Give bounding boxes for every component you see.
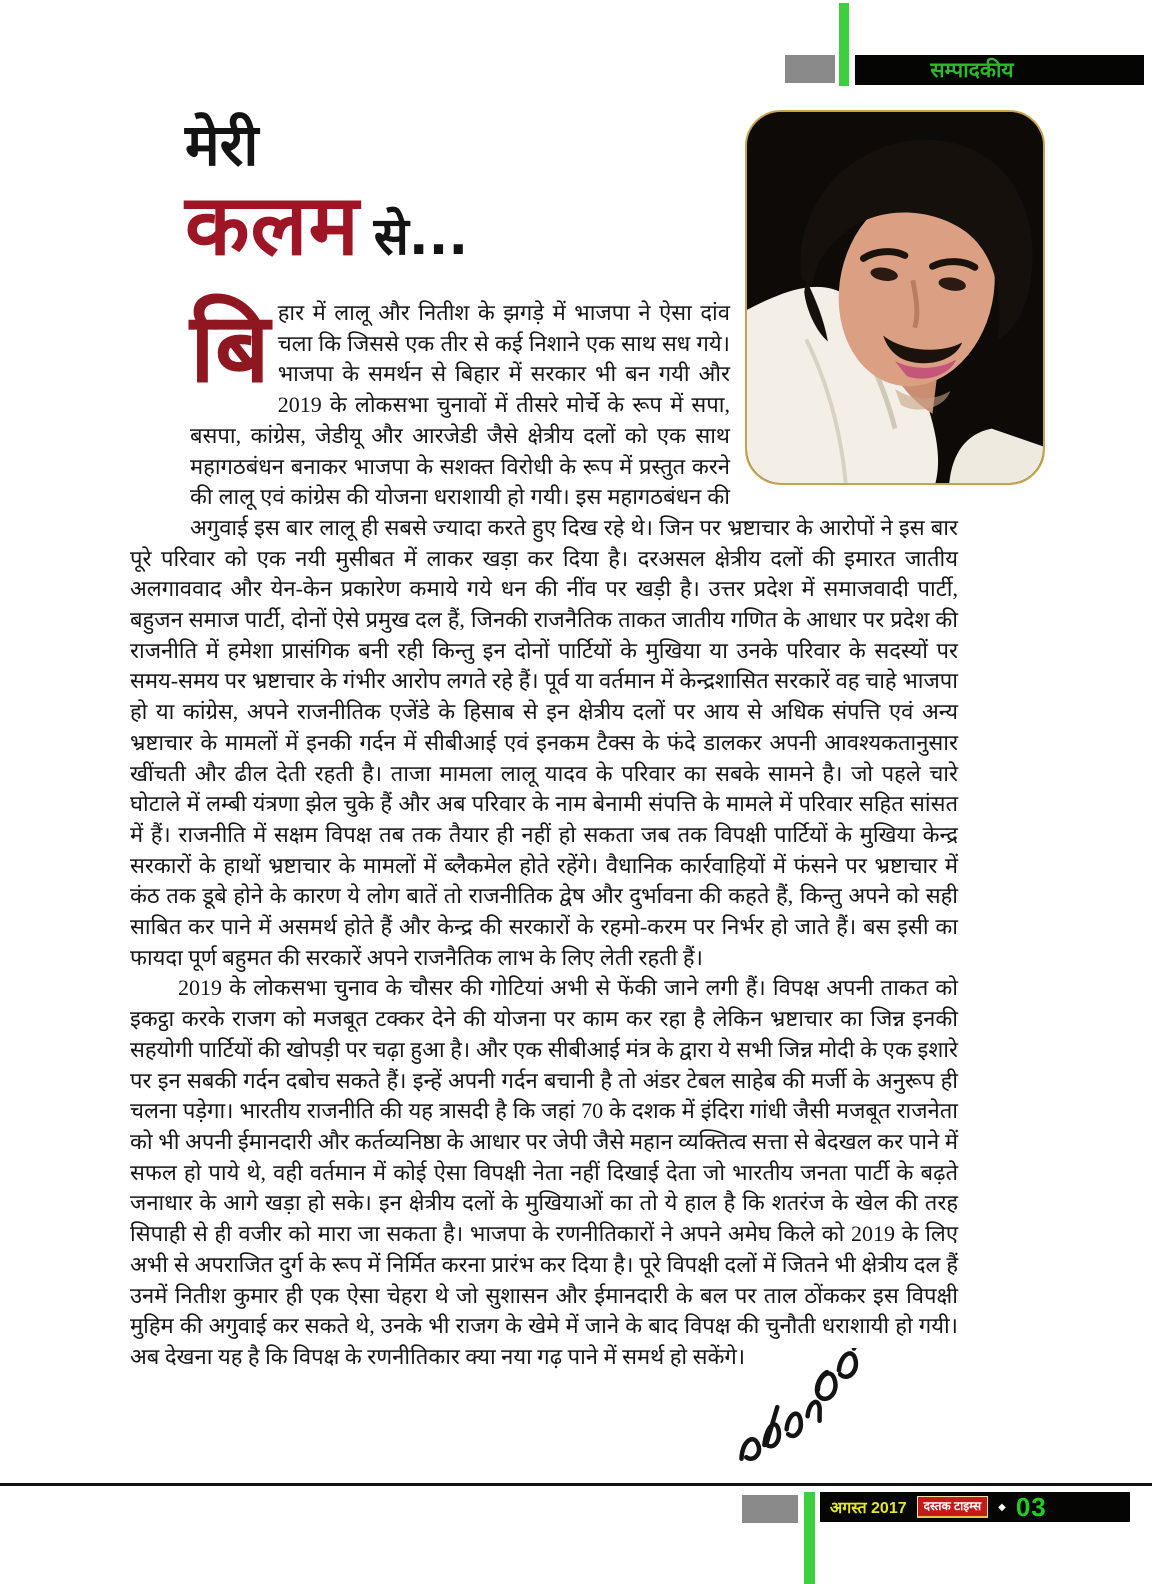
- page-number: 03: [1015, 1492, 1047, 1522]
- title-line2: [185, 175, 469, 274]
- footer-bar: [820, 1492, 1130, 1522]
- header-section-bar: [855, 55, 1144, 85]
- dropcap: बि: [190, 292, 270, 404]
- page-title: [185, 111, 469, 274]
- section-title: सम्पादकीय: [930, 58, 1014, 82]
- title-word-meri: मेरी: [185, 111, 259, 179]
- header-green-bar: [839, 3, 849, 86]
- title-word-se: से...: [373, 206, 469, 267]
- editor-signature: [715, 1348, 900, 1468]
- footer-rule: [0, 1483, 1152, 1486]
- title-word-kalam: कलम: [185, 175, 360, 274]
- signature-scribble: [715, 1348, 900, 1468]
- issue-date: अगस्त 2017: [830, 1500, 907, 1517]
- magazine-logo: दस्तक टाइम्स: [917, 1496, 989, 1518]
- header-gray-block: [785, 55, 835, 83]
- footer-gray-block: [742, 1495, 798, 1523]
- footer-green-bar: [804, 1492, 815, 1584]
- diamond-icon: ◆: [998, 1501, 1006, 1513]
- article-body: [130, 292, 959, 1373]
- paragraph-1: हार में लालू और नितीश के झगड़े में भाजपा ने ऐसा दांव चला कि जिससे एक तीर से कई निशाने एक साथ सध गये। भाजपा के समर्थन से बिहार में सरकार भी बन गयी और 2019 के लोकसभा चुनावों में तीसरे मोर्चे के रूप में सपा, बसपा, कांग्रेस, जेडीयू और आरजेडी जैसे क्षेत्रीय दलों को एक साथ महागठबंधन बनाकर भाजपा के सशक्त विरोधी के रूप में प्रस्तुत करने की लालू एवं कांग्रेस की योजना धराशायी हो गयी। इस महागठबंधन की अगुवाई इस बार लालू ही सबसे ज्यादा करते हुए दिख रहे थे। जिन पर भ्रष्टाचार के आरोपों ने इस बार पूरे परिवार को एक नयी मुसीबत में लाकर खड़ा कर दिया है। दरअसल क्षेत्रीय दलों की इमारत जातीय अलगाववाद और येन-केन प्रकारेण कमाये गये धन की नींव पर खड़ी है। उत्तर प्रदेश में समाजवादी पार्टी, बहुजन समाज पार्टी, दोनों ऐसे प्रमुख दल हैं, जिनकी राजनैतिक ताकत जातीय गणित के आधार पर प्रदेश की राजनीति में हमेशा प्रासंगिक बनी रही किन्तु इन दोनों पार्टियों के मुखिया या उनके परिवार के सदस्यों पर समय-समय पर भ्रष्टाचार के गंभीर आरोप लगते रहे हैं। पूर्व या वर्तमान में केन्द्रशासित सरकारें वह चाहे भाजपा हो या कांग्रेस, अपने राजनीतिक एजेंडे के हिसाब से इन क्षेत्रीय दलों पर आय से अधिक संपत्ति एवं अन्य भ्रष्टाचार के मामलों में इनकी गर्दन में सीबीआई एवं इनकम टैक्स के फंदे डालकर अपनी आवश्यकतानुसार खींचती और ढील देती रहती है। ताजा मामला लालू यादव के परिवार का सबके सामने है। जो पहले चारे घोटाले में लम्बी यंत्रणा झेल चुके हैं और अब परिवार के नाम बेनामी संपत्ति के मामले में परिवार सहित सांसत में हैं। राजनीति में सक्षम विपक्ष तब तक तैयार ही नहीं हो सकता जब तक विपक्षी पार्टियों के मुखिया केन्द्र सरकारों के हाथों भ्रष्टाचार के मामलों में ब्लैकमेल होते रहेंगे। वैधानिक कार्रवाहियों में फंसने पर भ्रष्टाचार में कंठ तक डूबे होने के कारण ये लोग बातें तो राजनीतिक द्वेष और दुर्भावना की कहते हैं, किन्तु अपने को सही साबित कर पाने में असमर्थ होते हैं और केन्द्र की सरकारों के रहमो-करम पर निर्भर हो जाते हैं। बस इसी का फायदा पूर्ण बहुमत की सरकारें अपने राजनैतिक लाभ के लिए लेती रहती हैं।: [130, 300, 958, 970]
- opening-indent-spacer: [130, 298, 190, 513]
- photo-wrap-spacer: [730, 298, 958, 508]
- paragraph-2: 2019 के लोकसभा चुनाव के चौसर की गोटियां अभी से फेंकी जाने लगी हैं। विपक्ष अपनी ताकत को इकट्ठा करके राजग को मजबूत टक्कर देने की योजना पर काम कर रहा है लेकिन भ्रष्टाचार का जिन्न इनकी सहयोगी पार्टियों की खोपड़ी पर चढ़ा हुआ है। और एक सीबीआई मंत्र के द्वारा ये सभी जिन्न मोदी के एक इशारे पर इन सबकी गर्दन दबोच सकते हैं। इन्हें अपनी गर्दन बचानी है तो अंडर टेबल साहेब की मर्जी के अनुरूप ही चलना पड़ेगा। भारतीय राजनीति की यह त्रासदी है कि जहां 70 के दशक में इंदिरा गांधी जैसी मजबूत राजनेता को भी अपनी ईमानदारी और कर्तव्यनिष्ठा के आधार पर जेपी जैसे महान व्यक्तित्व सत्ता से बेदखल कर पाने में सफल हो पाये थे, वही वर्तमान में कोई ऐसा विपक्षी नेता नहीं दिखाई देता जो भारतीय जनता पार्टी के बढ़ते जनाधार के आगे खड़ा हो सके। इन क्षेत्रीय दलों के मुखियाओं का तो ये हाल है कि शतरंज के खेल की तरह सिपाही से ही वजीर को मारा जा सकता है। भाजपा के रणनीतिकारों ने अपने अमेघ किले को 2019 के लिए अभी से अपराजित दुर्ग के रूप में निर्मित करना प्रारंभ कर दिया है। पूरे विपक्षी दलों में जितने भी क्षेत्रीय दल हैं उनमें नितीश कुमार ही एक ऐसा चेहरा थे जो सुशासन और ईमानदारी के बल पर ताल ठोंककर इस विपक्षी मुहिम की अगुवाई कर सकते थे, उनके भी राजग के खेमे में जाने के बाद विपक्ष की चुनौती धराशायी हो गयी। अब देखना यह है कि विपक्ष के रणनीतिकार क्या नया गढ़ पाने में समर्थ हो सकेंगे।: [130, 975, 959, 1369]
